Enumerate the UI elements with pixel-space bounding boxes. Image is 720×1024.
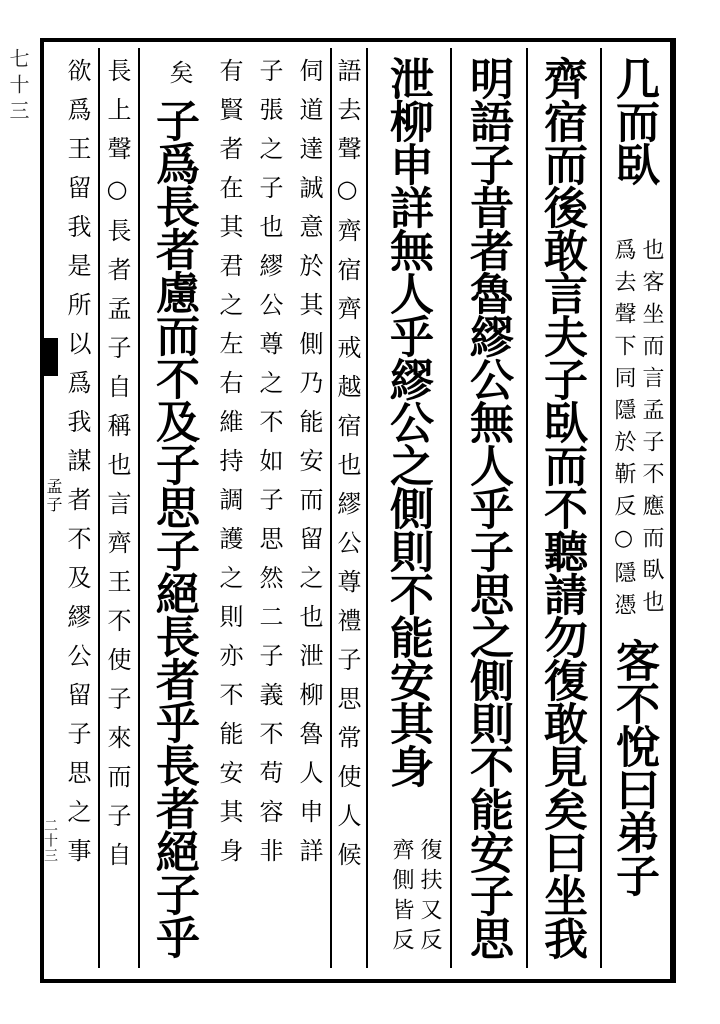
text-column-2 [526,48,600,968]
commentary-text: 有賢者在其君之左右維持調護之則亦不能安其身 [215,58,243,877]
commentary-text: 子張之子也繆公尊之不如子思然二子義不苟容非 [255,58,283,877]
commentary-end-text: 矣 [165,60,193,99]
annotation-right: 爲去聲下同隱於靳反○隱憑 [611,238,636,625]
main-text: 泄柳申詳無人乎繆公之側則不能安其身 [382,56,433,787]
text-column-8 [212,48,250,968]
text-column-10 [98,48,138,968]
commentary-text: 伺道達誠意於其側乃能安而留之也泄柳魯人申詳 [295,58,323,877]
main-text-continued: 客不悅曰弟子 [608,638,659,896]
text-column-5 [330,48,366,968]
annotation-left: 復扶又反 [417,838,442,958]
annotation-right: 齊側皆反 [389,838,414,958]
text-column-7 [250,48,290,968]
main-text: 子爲長者慮而不及子思子絕長者乎長者絕子乎 [148,98,199,958]
commentary-text: 語去聲○齊宿齊戒越宿也繆公尊禮子思常使人候 [333,58,361,881]
text-column-1 [600,48,670,968]
main-text: 齊宿而後敢言夫子臥而不聽請勿復敢見矣曰坐我 [536,56,587,959]
gutter-header-text: 七十三 [6,48,30,126]
text-column-4 [366,48,450,968]
main-text: 几而臥 [608,56,659,185]
commentary-text: 長上聲○長者孟子自稱也言齊王不使子來而子自 [103,58,131,881]
annotation-left: 也客坐而言孟子不應而臥也 [639,238,664,622]
main-text: 明語子昔者魯繆公無人乎子思之側則不能安子思 [462,56,513,959]
text-column-9 [138,48,212,968]
text-column-11 [58,48,98,968]
text-column-3 [450,48,526,968]
gutter-book-title: 孟子 [44,478,63,514]
commentary-text: 欲爲王留我是所以爲我謀者不及繆公留子思之事 [63,58,91,877]
text-column-6 [290,48,330,968]
gutter-page-number: 二十三 [42,818,58,863]
